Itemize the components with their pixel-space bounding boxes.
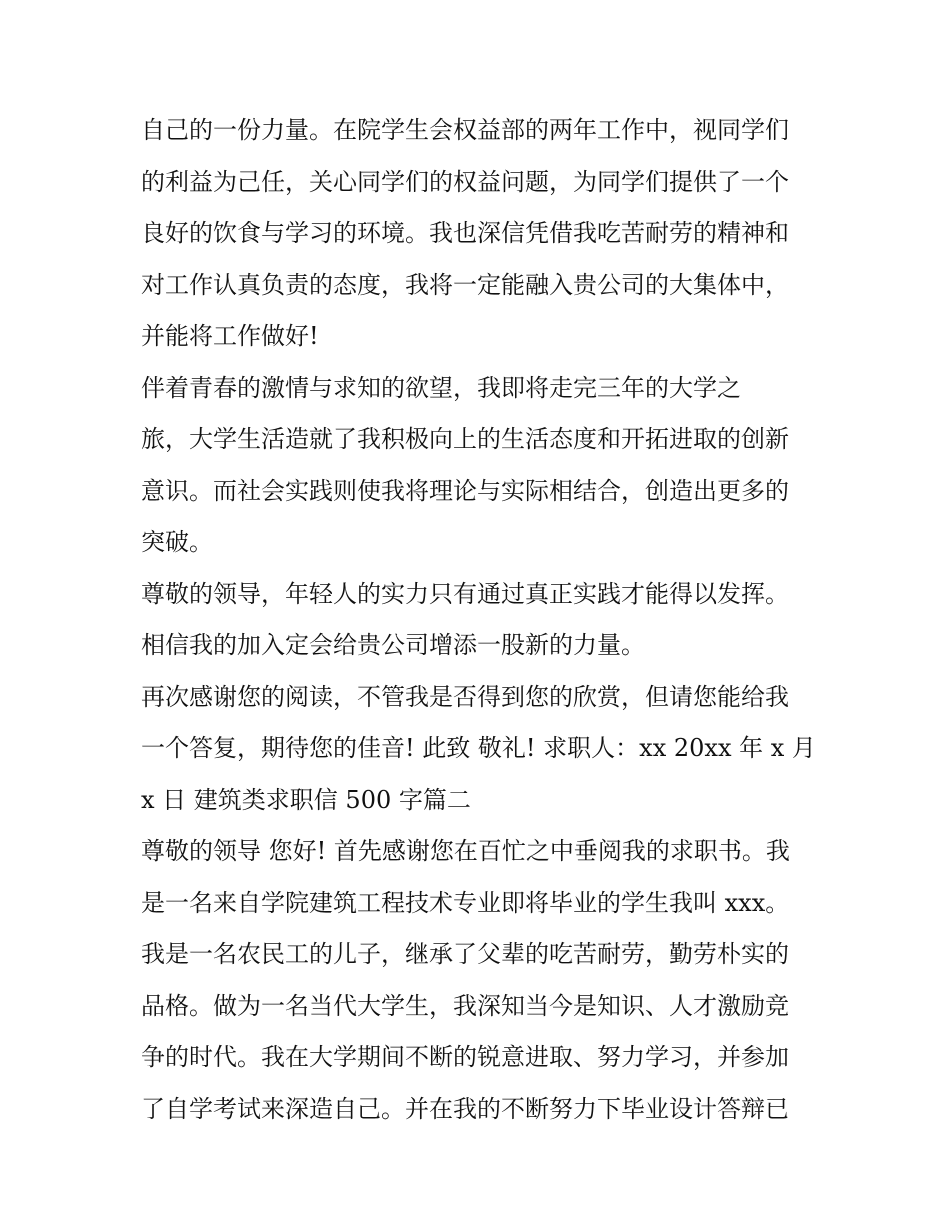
text-line: 伴着青春的激情与求知的欲望，我即将走完三年的大学之 [141,373,741,402]
text-line: 良好的饮食与学习的环境。我也深信凭借我吃苦耐劳的精神和 [141,219,789,247]
text-line: 是一名来自学院建筑工程技术专业即将毕业的学生我叫 xxx。 [141,888,790,917]
text-line: 自己的一份力量。在院学生会权益部的两年工作中，视同学们 [141,116,789,144]
text-line: 意识。而社会实践则使我将理论与实际相结合，创造出更多的 [141,476,789,505]
text-line: 了自学考试来深造自己。并在我的不断努力下毕业设计答辩已 [141,1094,789,1123]
text-line: 争的时代。我在大学期间不断的锐意进取、努力学习，并参加 [141,1043,789,1071]
document-body [141,105,821,1135]
text-line: 突破。 [141,528,213,556]
text-line: 对工作认真负责的态度，我将一定能融入贵公司的大集体中， [141,270,789,299]
text-line: 我是一名农民工的儿子，继承了父辈的吃苦耐劳，勤劳朴实的 [141,940,789,968]
text-line: 尊敬的领导 您好! 首先感谢您在百忙之中垂阅我的求职书。我 [141,837,790,865]
text-line: 再次感谢您的阅读，不管我是否得到您的欣赏，但请您能给我 [141,682,789,711]
text-line: 尊敬的领导，年轻人的实力只有通过真正实践才能得以发挥。 [141,579,789,608]
text-line: 的利益为己任，关心同学们的权益问题，为同学们提供了一个 [141,167,789,196]
text-line: 并能将工作做好! [141,322,319,350]
text-line: 品格。做为一名当代大学生，我深知当今是知识、人才激励竞 [141,991,789,1020]
text-line: 旅，大学生活造就了我积极向上的生活态度和开拓进取的创新 [141,425,789,453]
text-line: 相信我的加入定会给贵公司增添一股新的力量。 [141,631,645,659]
text-line: x 日 建筑类求职信 500 字篇二 [141,785,471,814]
text-line: 一个答复，期待您的佳音! 此致 敬礼! 求职人：xx 20xx 年 x 月 [141,734,816,762]
